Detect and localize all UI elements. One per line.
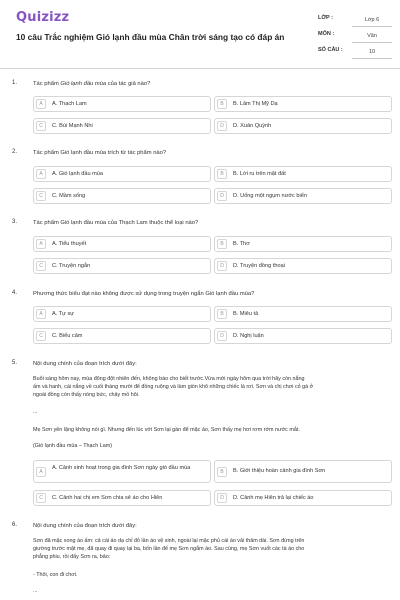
question-text-italic: Gió lạnh đầu mùa (60, 81, 107, 87)
meta-question-count-label: SỐ CÂU : (318, 47, 343, 53)
option-letter: D (217, 261, 227, 271)
passage-source: (Gió lạnh đầu mùa – Thạch Lam) (33, 443, 113, 449)
option-text: D. Xuân Quỳnh (233, 123, 272, 129)
option-text: A. Thạch Lam (52, 101, 87, 107)
question-number: 4. (12, 290, 18, 296)
question-number: 3. (12, 219, 18, 225)
question-text (33, 80, 388, 88)
option-letter: D (217, 331, 227, 341)
q4-option-a[interactable] (33, 306, 211, 322)
option-letter: B (217, 99, 227, 109)
option-text: C. Cảnh hai chị em Sơn chia sẻ áo cho Hiên (52, 495, 163, 501)
option-letter: A (36, 309, 46, 319)
option-letter: A (36, 169, 46, 179)
option-letter: B (217, 467, 227, 477)
option-text: C. Bùi Mạnh Nhi (52, 123, 93, 129)
option-text: A. Tự sự (52, 311, 74, 317)
question-text-part: Tác phẩm (33, 81, 61, 87)
option-letter: B (217, 239, 227, 249)
option-text: C. Truyện ngắn (52, 263, 91, 269)
option-text: B. Lời ru trên mặt đất (233, 171, 286, 177)
q5-option-c[interactable] (33, 490, 211, 506)
header-divider (0, 68, 400, 69)
option-letter: B (217, 309, 227, 319)
passage-line: ấm và hanh, cái nắng về cuối tháng mười để đồng ruộng và làm giòn khô những chiếc lá rơi. Sơn và chị chơi cỏ gà ở (33, 384, 314, 390)
q2-option-c[interactable] (33, 188, 211, 204)
option-text: B. Giới thiệu hoàn cảnh gia đình Sơn (233, 468, 326, 474)
passage-line: Buổi sáng hôm nay, mùa đông đột nhiên đến, không báo cho biết trước.Vừa mới ngày hôm qua trời hãy còn nắng (33, 376, 305, 382)
question-number: 1. (12, 80, 18, 86)
passage-line: - Thôi, con đi chơi. (33, 572, 78, 578)
q1-option-c[interactable] (33, 118, 211, 134)
option-letter: A (36, 467, 46, 477)
option-text: B. Miêu tả (233, 311, 259, 317)
q2-option-a[interactable] (33, 166, 211, 182)
q4-option-c[interactable] (33, 328, 211, 344)
question-number: 6. (12, 522, 18, 528)
option-letter: C (36, 121, 46, 131)
option-text: A. Gió lạnh đầu mùa (52, 171, 103, 177)
q4-option-b[interactable] (214, 306, 392, 322)
option-letter: C (36, 331, 46, 341)
q2-option-d[interactable] (214, 188, 392, 204)
option-letter: D (217, 191, 227, 201)
q1-option-d[interactable] (214, 118, 392, 134)
option-letter: D (217, 121, 227, 131)
option-letter: C (36, 191, 46, 201)
option-text: B. Thơ (233, 241, 250, 247)
passage-ellipsis: ... (33, 409, 38, 415)
q3-option-c[interactable] (33, 258, 211, 274)
question-number: 5. (12, 360, 18, 366)
question-text: Nội dung chính của đoạn trích dưới đây: (33, 523, 137, 529)
worksheet-header (0, 0, 400, 68)
question-text-part: của tác giả nào? (106, 81, 151, 87)
question-text: Tác phẩm Gió lạnh đầu mùa trích từ tác phẩm nào? (33, 150, 167, 156)
option-letter: D (217, 493, 227, 503)
option-text: B. Lâm Thị Mỹ Dạ (233, 101, 278, 107)
option-letter: C (36, 261, 46, 271)
option-letter: A (36, 239, 46, 249)
option-text: D. Cảnh mẹ Hiên trả lại chiếc áo (233, 495, 314, 501)
q2-option-b[interactable] (214, 166, 392, 182)
question-text: Nội dung chính của đoạn trích dưới đây: (33, 361, 137, 367)
option-letter: A (36, 99, 46, 109)
option-letter: C (36, 493, 46, 503)
passage-line: Sơn đã mặc xong áo ấm: cả cái áo dạ chỉ đỏ lần áo vệ sinh, ngoài lại mặc phủ cái áo vải thâm dài. Sơn đứng trên (33, 538, 305, 544)
q3-option-b[interactable] (214, 236, 392, 252)
question-number: 2. (12, 149, 18, 155)
option-text: C. Mầm sống (52, 193, 86, 199)
meta-grade-value: Lớp 6 (352, 15, 392, 27)
passage-ellipsis: ... (33, 588, 38, 594)
passage-line: phẳng phiu, rồi đẩy Sơn ra, bảo: (33, 554, 111, 560)
q3-option-d[interactable] (214, 258, 392, 274)
q5-option-b[interactable] (214, 460, 392, 483)
passage-line: ngoài đồng còn thấy nóng bức, chảy mồ hôi. (33, 392, 140, 398)
option-text: C. Biểu cảm (52, 333, 83, 339)
quizizz-logo: Quizizz (16, 10, 70, 25)
option-text: D. Uống một ngụm nước biển (233, 193, 307, 199)
worksheet-title: 10 câu Trắc nghiệm Gió lạnh đầu mùa Chân trời sáng tạo có đáp án (16, 32, 285, 42)
q5-option-d[interactable] (214, 490, 392, 506)
q4-option-d[interactable] (214, 328, 392, 344)
passage-line: Mẹ Sơn yên lặng không nói gì. Nhưng đến lúc với Sơn lại gần để mặc áo, Sơn thấy mẹ hơi rơm rớm nước mắt. (33, 427, 300, 433)
meta-subject-label: MÔN : (318, 31, 335, 37)
question-text: Phương thức biểu đạt nào không được sử dụng trong truyện ngắn Gió lạnh đầu mùa? (33, 291, 255, 297)
question-text: Tác phẩm Gió lạnh đầu mùa của Thạch Lam thuộc thể loại nào? (33, 220, 199, 226)
option-letter: B (217, 169, 227, 179)
option-text: D. Truyện đồng thoại (233, 263, 285, 269)
meta-grade-label: LỚP : (318, 15, 333, 21)
passage-line: giường trước mặt mẹ, đã quay đi quay lại ba, bốn lần để mẹ Sơn ngắm áo. Sau cùng, mẹ Sơn vuốt các tà áo cho (33, 546, 305, 552)
option-text: A. Tiểu thuyết (52, 241, 87, 247)
q3-option-a[interactable] (33, 236, 211, 252)
q1-option-a[interactable] (33, 96, 211, 112)
q5-option-a[interactable] (33, 460, 211, 483)
meta-question-count-value: 10 (352, 47, 392, 59)
q1-option-b[interactable] (214, 96, 392, 112)
meta-subject-value: Văn (352, 31, 392, 43)
option-text: A. Cảnh sinh hoạt trong gia đình Sơn ngày gió đầu mùa (52, 465, 191, 471)
option-text: D. Nghị luận (233, 333, 264, 339)
